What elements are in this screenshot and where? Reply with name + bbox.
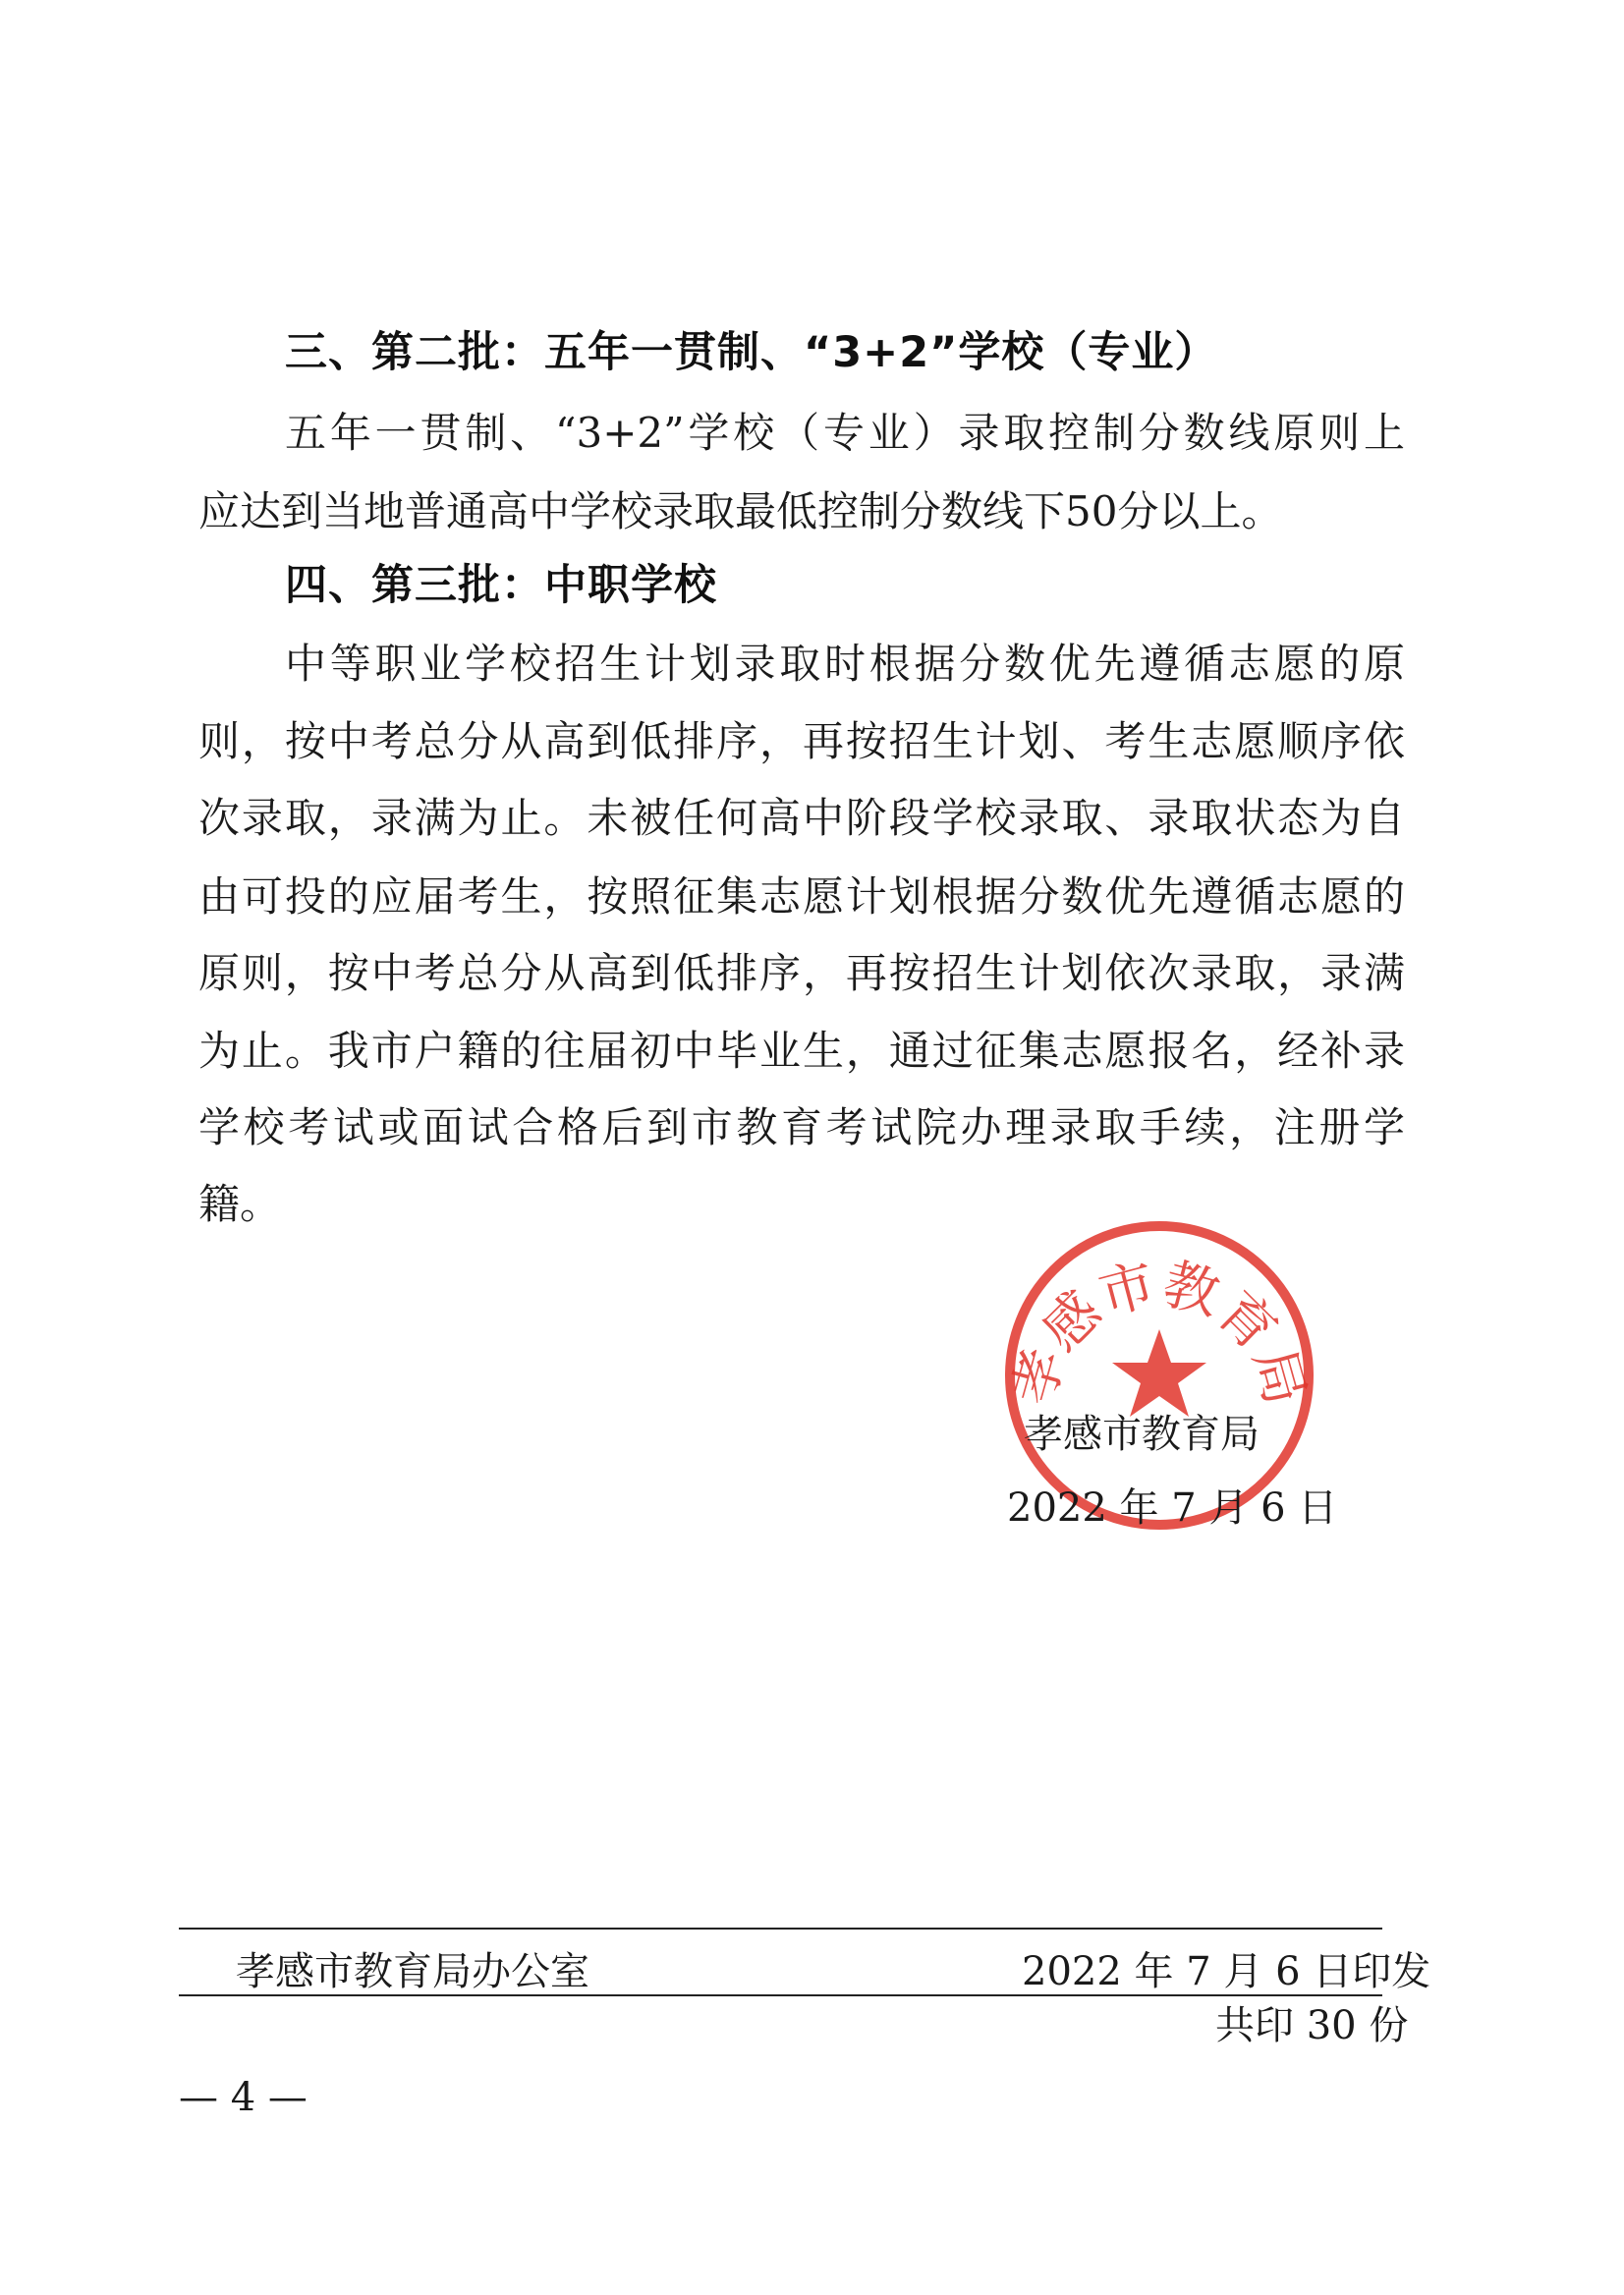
paragraph-line: 为止。我市户籍的往届初中毕业生，通过征集志愿报名，经补录 bbox=[198, 1027, 1405, 1075]
paragraph-line: 次录取，录满为止。未被任何高中阶段学校录取、录取状态为自 bbox=[198, 794, 1405, 842]
paragraph-line: 中等职业学校招生计划录取时根据分数优先遵循志愿的原 bbox=[285, 640, 1405, 688]
section-4-heading: 四、第三批：中职学校 bbox=[285, 561, 717, 610]
signature-date: 2022 年 7 月 6 日 bbox=[1007, 1485, 1338, 1531]
footer-top-rule bbox=[179, 1928, 1382, 1930]
page-number: — 4 — bbox=[179, 2075, 308, 2120]
paragraph-line: 则，按中考总分从高到低排序，再按招生计划、考生志愿顺序依 bbox=[198, 717, 1405, 765]
paragraph-line: 由可投的应届考生，按照征集志愿计划根据分数优先遵循志愿的 bbox=[198, 872, 1405, 921]
footer-copies: 共印 30 份 bbox=[1215, 2003, 1409, 2048]
svg-text:孝感市教育局: 孝感市教育局 bbox=[1001, 1252, 1317, 1412]
footer-office: 孝感市教育局办公室 bbox=[236, 1949, 589, 1994]
paragraph-line: 籍。 bbox=[198, 1180, 282, 1228]
paragraph-line: 学校考试或面试合格后到市教育考试院办理录取手续，注册学 bbox=[198, 1103, 1405, 1151]
paragraph-line: 应达到当地普通高中学校录取最低控制分数线下50分以上。 bbox=[198, 487, 1283, 535]
footer-middle-rule bbox=[179, 1994, 1382, 1996]
paragraph-line: 五年一贯制、“3+2”学校（专业）录取控制分数线原则上 bbox=[285, 409, 1405, 457]
section-3-heading: 三、第二批：五年一贯制、“3+2”学校（专业） bbox=[285, 328, 1218, 377]
signature-org: 孝感市教育局 bbox=[1024, 1412, 1260, 1457]
paragraph-line: 原则，按中考总分从高到低排序，再按招生计划依次录取，录满 bbox=[198, 949, 1405, 997]
footer-issue-date: 2022 年 7 月 6 日印发 bbox=[1022, 1949, 1431, 1994]
